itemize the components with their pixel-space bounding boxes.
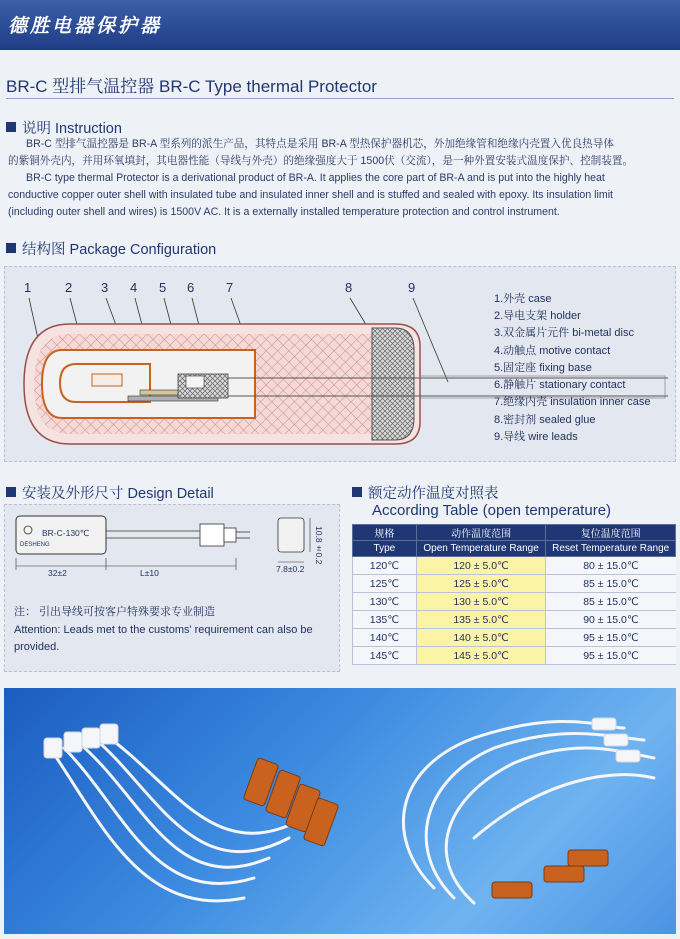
table-row: [353, 611, 676, 629]
cell-open-temp: 145 ± 5.0℃: [416, 647, 546, 665]
col-header-open: Open Temperature Range: [416, 541, 546, 557]
instruction-en-line3: (including outer shell and wires) is 1500V AC. It is a externally installed temperature protection and control instrument.: [8, 206, 560, 218]
legend-item-fixing-base: 5.固定座 fixing base: [494, 362, 592, 374]
cell-type: 125℃: [353, 575, 417, 593]
legend-item-stationary-contact: 6.静触片 stationary contact: [494, 379, 626, 391]
product-photo-illustration: [4, 688, 676, 934]
col-header-open-cn: 动作温度范围: [416, 525, 546, 541]
legend-item-holder: 2.导电支架 holder: [494, 310, 581, 322]
col-header-type-cn: 规格: [353, 525, 417, 541]
callout-8: 8: [345, 280, 353, 295]
square-bullet-icon: [6, 243, 16, 253]
callout-9: 9: [408, 280, 416, 295]
dim-l: L±10: [140, 568, 159, 578]
cell-type: 145℃: [353, 647, 417, 665]
table-subheading: According Table (open temperature): [372, 502, 612, 519]
title-divider: [6, 98, 674, 99]
legend-item-case: 1.外壳 case: [494, 293, 552, 305]
cell-reset-temp: 90 ± 15.0℃: [546, 611, 676, 629]
callout-6: 6: [187, 280, 195, 295]
design-heading-text: 安装及外形尺寸 Design Detail: [22, 486, 214, 502]
callout-1: 1: [24, 280, 32, 295]
callout-3: 3: [101, 280, 109, 295]
cell-open-temp: 125 ± 5.0℃: [416, 575, 546, 593]
col-header-type: Type: [353, 541, 417, 557]
design-note-en2: provided.: [14, 641, 60, 653]
cell-type: 120℃: [353, 557, 417, 575]
dim-h: 10.8±0.2: [314, 526, 324, 565]
instruction-heading: [6, 117, 122, 138]
table-header-row-cn: [353, 525, 676, 541]
instruction-en-line2: conductive copper outer shell with insulated tube and insulated inner shell and is stuffed and sealed with epoxy. Its insulation limit: [8, 189, 613, 201]
cell-open-temp: 140 ± 5.0℃: [416, 629, 546, 647]
col-header-reset: Reset Temperature Range: [546, 541, 676, 557]
temperature-table: [352, 524, 676, 665]
cell-reset-temp: 95 ± 15.0℃: [546, 647, 676, 665]
legend-item-sealed-glue: 8.密封剂 sealed glue: [494, 414, 596, 426]
cell-type: 135℃: [353, 611, 417, 629]
table-heading: [352, 482, 499, 503]
cell-type: 130℃: [353, 593, 417, 611]
cell-open-temp: 135 ± 5.0℃: [416, 611, 546, 629]
package-heading-text: 结构图 Package Configuration: [22, 242, 217, 258]
table-heading-text: 额定动作温度对照表: [368, 486, 499, 502]
instruction-en-line1: BR-C type thermal Protector is a derivational product of BR-A. It applies the core part of BR-A and is put into the highly heat: [26, 172, 605, 184]
instruction-cn-line2: 的紫铜外壳内，并用环氧填封，其电器性能（导线与外壳）的绝缘强度大于 1500伏（交流），是一种外置安装式温度保护、控制装置。: [8, 155, 634, 167]
cell-open-temp: 120 ± 5.0℃: [416, 557, 546, 575]
design-note-cn: 注： 引出导线可按客户特殊要求专业制造: [14, 606, 216, 618]
instruction-cn-line1: BR-C 型排气温控器是 BR-A 型系列的派生产品，其特点是采用 BR-A 型热保护器机芯，外加绝缘管和绝缘内壳置入优良热导体: [26, 138, 614, 150]
table-row: [353, 557, 676, 575]
cell-type: 140℃: [353, 629, 417, 647]
callout-7: 7: [226, 280, 234, 295]
cell-reset-temp: 85 ± 15.0℃: [546, 575, 676, 593]
design-heading: [6, 482, 214, 503]
legend-item-bimetal: 3.双金属片元件 bi-metal disc: [494, 327, 634, 339]
product-photo: [4, 688, 676, 934]
cell-reset-temp: 95 ± 15.0℃: [546, 629, 676, 647]
table-header-row-en: [353, 541, 676, 557]
brand-title: 德胜电器保护器: [8, 16, 163, 37]
table-row: [353, 593, 676, 611]
cell-open-temp: 130 ± 5.0℃: [416, 593, 546, 611]
table-row: [353, 575, 676, 593]
part-brand: DESHENG: [20, 542, 50, 548]
page-title: BR-C 型排气温控器 BR-C Type thermal Protector: [6, 77, 377, 96]
table-row: [353, 647, 676, 665]
legend-item-wire-leads: 9.导线 wire leads: [494, 431, 578, 443]
square-bullet-icon: [352, 487, 362, 497]
cell-reset-temp: 80 ± 15.0℃: [546, 557, 676, 575]
design-note-en1: Attention: Leads met to the customs' requirement can also be: [14, 624, 313, 636]
instruction-heading-text: 说明 Instruction: [22, 121, 122, 137]
col-header-reset-cn: 复位温度范围: [546, 525, 676, 541]
legend-item-inner-case: 7.绝缘内壳 insulation inner case: [494, 396, 651, 408]
table-row: [353, 629, 676, 647]
package-heading: [6, 238, 216, 259]
callout-5: 5: [159, 280, 167, 295]
square-bullet-icon: [6, 487, 16, 497]
square-bullet-icon: [6, 122, 16, 132]
cell-reset-temp: 85 ± 15.0℃: [546, 593, 676, 611]
dim-w: 7.8±0.2: [276, 564, 305, 574]
callout-2: 2: [65, 280, 73, 295]
header-bar: [0, 0, 680, 50]
dim-a: 32±2: [48, 568, 67, 578]
part-label: BR-C-130℃: [42, 528, 90, 538]
instruction-body: [8, 136, 676, 221]
callout-4: 4: [130, 280, 138, 295]
legend-item-motive-contact: 4.动触点 motive contact: [494, 345, 611, 357]
